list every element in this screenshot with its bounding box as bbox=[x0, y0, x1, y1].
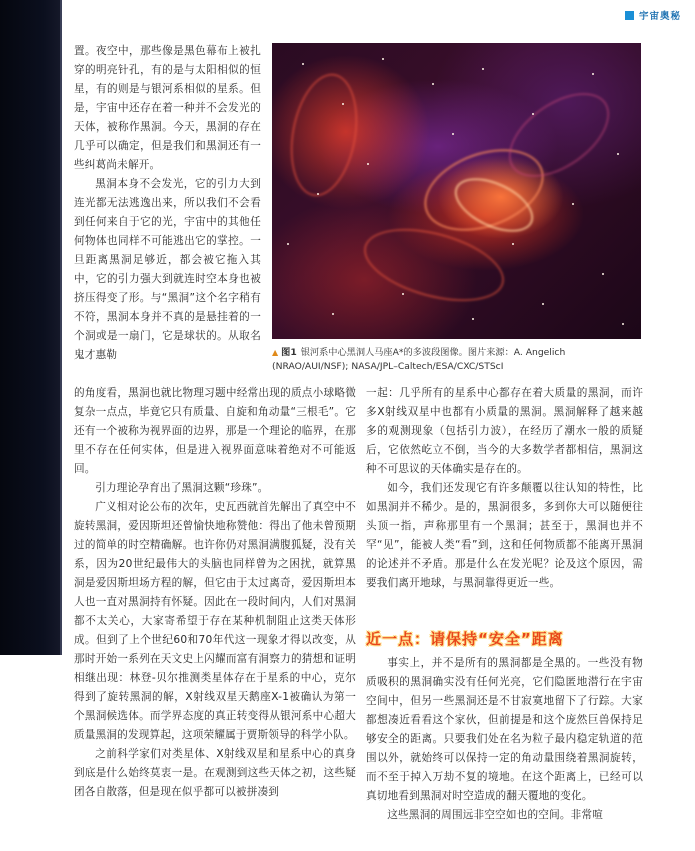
caption-triangle-icon: ▲ bbox=[272, 348, 279, 357]
paragraph: 黑洞本身不会发光，它的引力大到连光都无法逃逸出来，所以我们不会看到任何来自于它的光，宇宙中的其他任何物体也同样不可能逃出它的掌控。一旦距离黑洞足够近，都会被它拖入其中，它的引力强大到就连时空本身也被挤压得变了形。与“黑洞”这个名字稍有不符，黑洞本身并不真的是悬挂着的一个洞或是一扇门，它是球状的。从取名鬼才惠勒 bbox=[74, 178, 261, 361]
paragraph: 如今，我们还发现它有许多颠覆以往认知的特性，比如黑洞并不稀少。是的，黑洞很多，多到你大可以随便往头顶一指，声称那里有一个黑洞；甚至于，黑洞也并不罕“见”，能被人类“看”到，这和任何物质都不能离开黑洞的论述并不矛盾。那是什么在发光呢？论及这个原因，需要我们离开地球，与黑洞靠得更近一些。 bbox=[366, 482, 643, 589]
galactic-center-image bbox=[272, 43, 641, 339]
paragraph: 之前科学家们对类星体、X射线双星和星系中心的真身到底是什么始终莫衷一是。在观测到这些天体之初，这些疑团各自散落，但是现在似乎都可以被拼凑到 bbox=[74, 748, 356, 798]
figure-caption bbox=[272, 346, 642, 374]
paragraph: 事实上，并不是所有的黑洞都是全黑的。一些没有物质吸积的黑洞确实没有任何光亮，它们隐匿地潜行在宇宙空间中，但另一些黑洞还是不甘寂寞地留下了行踪。大家都想凑近看看这个家伙，但前提是和这个庞然巨兽保持足够安全的距离。只要我们处在名为粒子最内稳定轨道的范围以外，就始终可以保持一定的角动量围绕着黑洞旋转，而不至于掉入万劫不复的境地。在这个距离上，已经可以真切地看到黑洞对时空造成的翻天覆地的变化。 bbox=[366, 657, 643, 802]
column-right-bottom bbox=[366, 654, 643, 825]
section-header bbox=[625, 8, 681, 22]
section-marker-icon bbox=[625, 11, 634, 20]
column-left-bottom bbox=[74, 384, 356, 802]
column-left-top bbox=[74, 42, 261, 365]
paragraph: 引力理论孕育出了黑洞这颗“珍珠”。 bbox=[95, 482, 269, 494]
section-heading: 近一点：请保持“安全”距离 bbox=[366, 630, 564, 648]
paragraph: 广义相对论公布的次年，史瓦西就首先解出了真空中不旋转黑洞，爱因斯坦还曾愉快地称赞他：得出了他未曾预期过的简单的时空精确解。也许你仍对黑洞满腹狐疑，没有关系，因为20世纪最伟大的头脑也同样曾为之困扰，就算黑洞是爱因斯坦场方程的解，但它由于太过离奇，爱因斯坦本人也一直对黑洞持有怀疑。因此在一段时间内，人们对黑洞都不太关心，大家寄希望于存在某种机制阻止这类天体形成。但到了上个世纪60和70年代这一现象才得以改变，从那时开始一系列在天文史上闪耀而富有洞察力的猜想和证明相继出现：林登-贝尔推测类星体存在于星系的中心，克尔得到了旋转黑洞的解，X射线双星天鹅座X-1被确认为第一个黑洞候选体。而学界态度的真正转变得从银河系中心超大质量黑洞的发现算起，这项荣耀属于贾斯领导的科学小队。 bbox=[74, 501, 356, 741]
paragraph: 置。夜空中，那些像是黑色幕布上被扎穿的明亮针孔，有的是与太阳相似的恒星，有的则是与银河系相似的星系。但是，宇宙中还存在着一种并不会发光的天体，被称作黑洞。今天，黑洞的存在几乎可以确定，但是我们和黑洞还有一些纠葛尚未解开。 bbox=[74, 45, 261, 171]
paragraph: 一起：几乎所有的星系中心都存在着大质量的黑洞，而许多X射线双星中也都有小质量的黑洞。黑洞解释了越来越多的观测现象（包括引力波），在经历了潮水一般的质疑后，它依然屹立不倒，当今的大多数学者都相信，黑洞这种不可思议的天体确实是存在的。 bbox=[366, 387, 643, 475]
section-title: 宇宙奥秘 bbox=[638, 11, 681, 22]
paragraph: 这些黑洞的周围远非空空如也的空间。非常喧 bbox=[387, 809, 604, 821]
paragraph: 的角度看，黑洞也就比物理习题中经常出现的质点小球略微复杂一点点，毕竟它只有质量、自旋和角动量“三根毛”。它还有一个被称为视界面的边界，那是一个理论的临界，在那里不存在任何实体，但是进入视界面意味着绝对不可能返回。 bbox=[74, 387, 356, 475]
figure-label: 图1 bbox=[281, 347, 297, 358]
column-right-top bbox=[366, 384, 643, 593]
caption-text: 银河系中心黑洞人马座A*的多波段图像。图片来源：A. Angelich (NRAO/AUI/NSF); NASA/JPL–Caltech/ESA/CXC/STScI bbox=[272, 347, 566, 372]
left-edge-space-strip bbox=[0, 0, 62, 655]
